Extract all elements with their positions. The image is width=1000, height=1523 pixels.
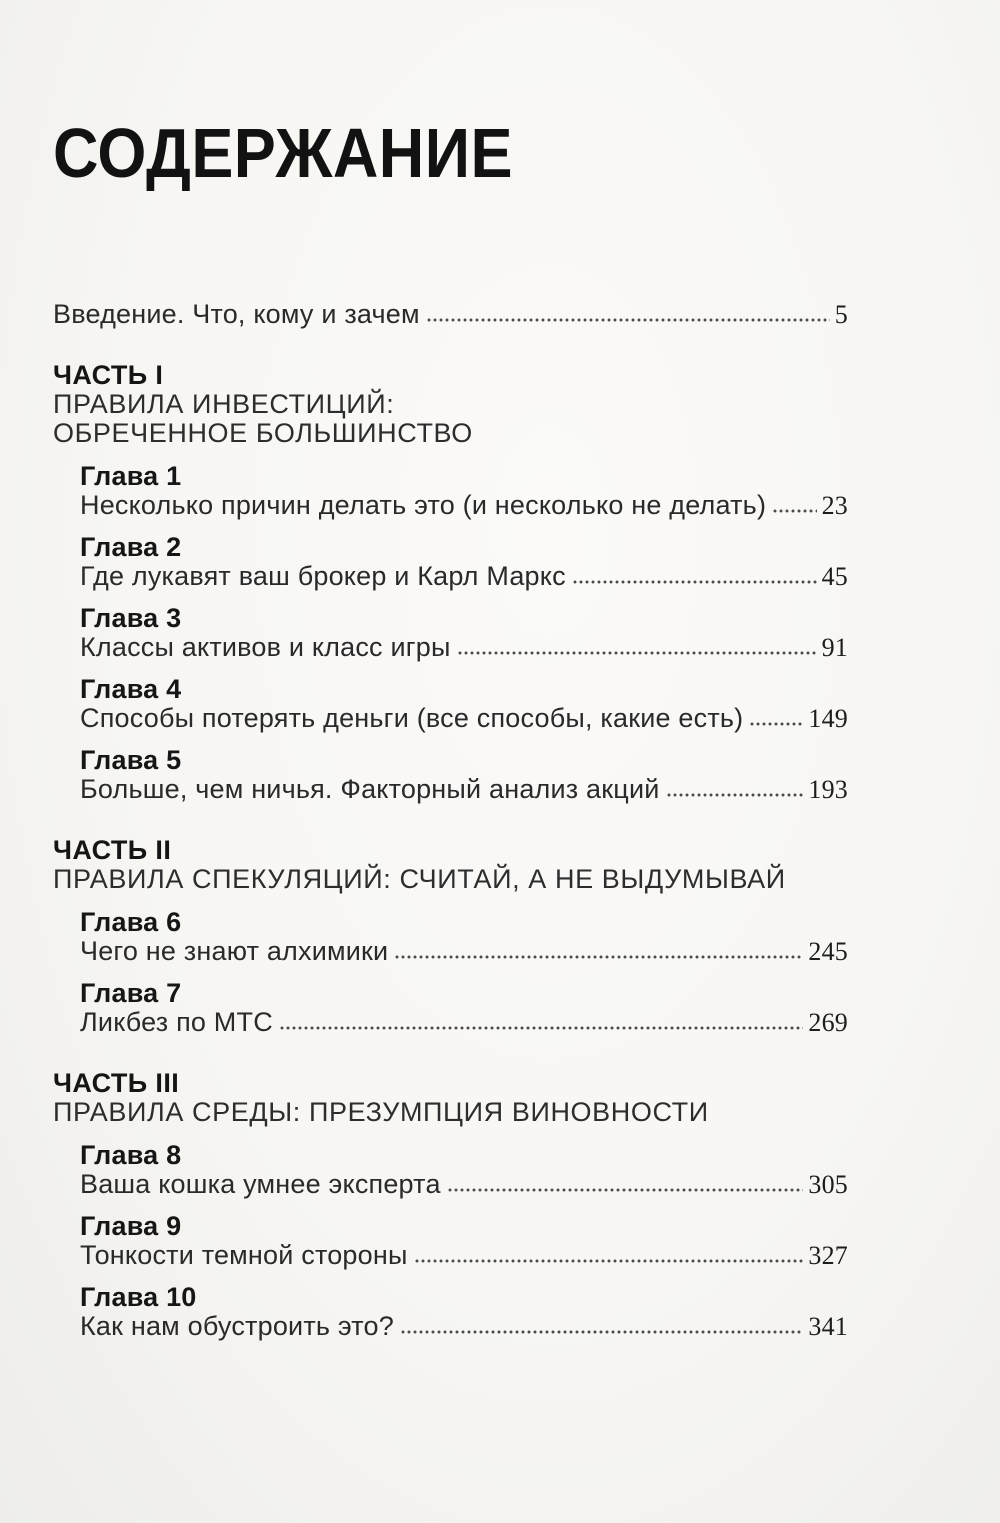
part-subtitle <box>53 1098 848 1127</box>
chapter-title: Тонкости темной стороны <box>80 1240 408 1270</box>
dot-leader <box>750 722 803 727</box>
toc-entry <box>80 704 848 733</box>
chapter-title: Способы потерять деньги (все способы, какие есть) <box>80 703 744 733</box>
page-number: 91 <box>821 633 848 662</box>
dot-leader <box>448 1188 804 1193</box>
page-number: 269 <box>808 1008 848 1037</box>
chapter-title: Где лукавят ваш брокер и Карл Маркс <box>80 561 566 591</box>
toc-chapter <box>80 1283 848 1341</box>
dot-leader <box>458 651 817 656</box>
chapter-number: Глава 7 <box>80 978 182 1008</box>
part-subtitle-line: ОБРЕЧЕННОЕ БОЛЬШИНСТВО <box>53 418 473 448</box>
toc-chapter <box>80 462 848 520</box>
part-section-3 <box>53 1069 848 1341</box>
toc-chapter <box>80 675 848 733</box>
chapter-list <box>53 908 848 1037</box>
toc-chapter <box>80 1141 848 1199</box>
page-number: 193 <box>808 775 848 804</box>
toc-chapter <box>80 604 848 662</box>
part-subtitle-line: ПРАВИЛА ИНВЕСТИЦИЙ: <box>53 389 395 419</box>
dot-leader <box>773 509 816 514</box>
chapter-title: Несколько причин делать это (и несколько не делать) <box>80 490 767 520</box>
page-number: 327 <box>808 1241 848 1270</box>
chapter-number: Глава 4 <box>80 674 182 704</box>
part-subtitle <box>53 865 848 894</box>
chapter-number: Глава 10 <box>80 1282 197 1312</box>
toc-entry <box>80 1170 848 1199</box>
page-number: 341 <box>808 1312 848 1341</box>
toc-entry <box>80 1312 848 1341</box>
toc-entry <box>80 937 848 966</box>
page-number: 245 <box>808 937 848 966</box>
chapter-number: Глава 2 <box>80 532 182 562</box>
part-subtitle-line: ПРАВИЛА СРЕДЫ: ПРЕЗУМПЦИЯ ВИНОВНОСТИ <box>53 1097 709 1127</box>
toc-entry <box>80 491 848 520</box>
chapter-title: Ваша кошка умнее эксперта <box>80 1169 441 1199</box>
dot-leader <box>280 1026 803 1031</box>
toc-entry-introduction <box>53 300 848 329</box>
toc-chapter <box>80 979 848 1037</box>
part-name: ЧАСТЬ II <box>53 835 172 865</box>
toc-chapter <box>80 908 848 966</box>
toc-chapter <box>80 533 848 591</box>
chapter-number: Глава 6 <box>80 907 182 937</box>
dot-leader <box>427 318 830 323</box>
part-section-1 <box>53 361 848 804</box>
chapter-title: Классы активов и класс игры <box>80 632 451 662</box>
dot-leader <box>667 793 804 798</box>
part-name: ЧАСТЬ III <box>53 1068 180 1098</box>
part-subtitle <box>53 390 848 448</box>
part-subtitle-line: ПРАВИЛА СПЕКУЛЯЦИЙ: СЧИТАЙ, А НЕ ВЫДУМЫВАЙ <box>53 864 786 894</box>
chapter-number: Глава 1 <box>80 461 182 491</box>
dot-leader <box>401 1330 803 1335</box>
page-number: 23 <box>821 491 848 520</box>
toc-entry <box>80 1008 848 1037</box>
chapter-list <box>53 1141 848 1341</box>
chapter-number: Глава 9 <box>80 1211 182 1241</box>
chapter-list <box>53 462 848 804</box>
part-section-2 <box>53 836 848 1037</box>
toc-entry-label: Введение. Что, кому и зачем <box>53 299 420 329</box>
toc-entry <box>80 1241 848 1270</box>
chapter-title: Чего не знают алхимики <box>80 936 389 966</box>
chapter-title: Больше, чем ничья. Факторный анализ акций <box>80 774 660 804</box>
page-number: 305 <box>808 1170 848 1199</box>
chapter-number: Глава 3 <box>80 603 182 633</box>
toc-chapter <box>80 1212 848 1270</box>
toc-entry <box>80 633 848 662</box>
chapter-title: Ликбез по МТС <box>80 1007 273 1037</box>
dot-leader <box>415 1259 804 1264</box>
dot-leader <box>573 580 817 585</box>
chapter-number: Глава 5 <box>80 745 182 775</box>
dot-leader <box>395 955 803 960</box>
part-name: ЧАСТЬ I <box>53 360 164 390</box>
toc-entry <box>80 775 848 804</box>
toc-entry <box>80 562 848 591</box>
chapter-title: Как нам обустроить это? <box>80 1311 394 1341</box>
chapter-number: Глава 8 <box>80 1140 182 1170</box>
page-number: 5 <box>834 300 848 329</box>
page-number: 149 <box>808 704 848 733</box>
page-title: СОДЕРЖАНИЕ <box>53 114 513 192</box>
page-number: 45 <box>821 562 848 591</box>
toc-chapter <box>80 746 848 804</box>
